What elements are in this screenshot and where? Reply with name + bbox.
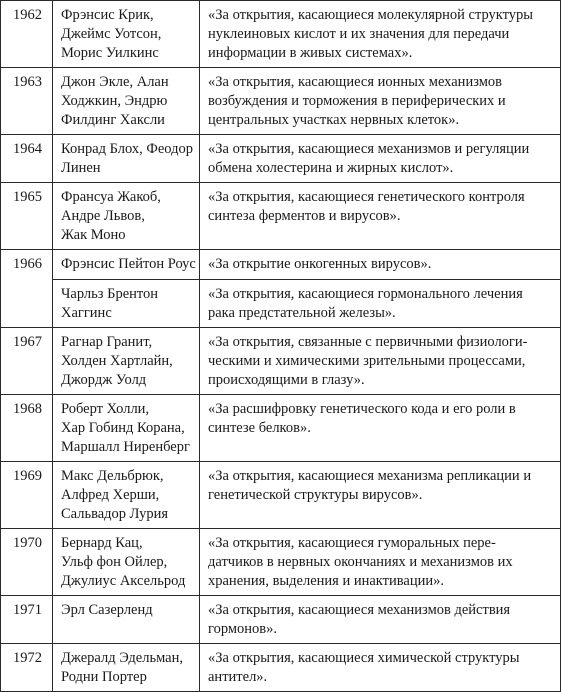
table-row	[1, 135, 561, 183]
year-cell: 1970	[1, 529, 53, 596]
citation-cell	[200, 250, 561, 280]
citation-line: «За открытия, касающиеся механизмов и регуляции	[208, 141, 530, 157]
table-row	[1, 280, 561, 328]
table-row	[1, 250, 561, 280]
laureate-name: Эрл Сазерленд	[61, 602, 153, 618]
citation-line: информации в живых системах».	[208, 45, 413, 61]
citation-line: рака предстательной железы».	[208, 305, 396, 321]
citation-line: синтеза ферментов и вирусов».	[208, 208, 401, 224]
citation-line: антител».	[208, 669, 268, 685]
citation-cell	[200, 183, 561, 250]
laureate-name: Филдинг Хаксли	[61, 112, 165, 128]
citation-line: «За открытия, касающиеся механизма репликации и	[208, 468, 532, 484]
table-row	[1, 596, 561, 644]
laureate-name: Джералд Эдельман,	[61, 650, 183, 666]
laureates-cell	[53, 135, 200, 183]
table-row	[1, 644, 561, 692]
citation-line: «За открытия, касающиеся химической структуры	[208, 650, 520, 666]
laureate-name: Андре Львов,	[61, 208, 145, 224]
laureate-name: Франсуа Жакоб,	[61, 189, 161, 205]
citation-line: происходящими в глазу».	[208, 372, 365, 388]
laureate-name: Джордж Уолд	[61, 372, 147, 388]
laureate-name: Чарльз Брентон	[61, 286, 159, 302]
citation-line: «За открытия, касающиеся гуморальных пере-	[208, 535, 496, 551]
citation-line: «За открытия, связанные с первичными физиологи-	[208, 334, 528, 350]
year-cell: 1971	[1, 596, 53, 644]
laureate-name: Холден Хартлайн,	[61, 353, 173, 369]
citation-line: ческими и химическими зрительными процессами,	[208, 353, 526, 369]
year-cell: 1969	[1, 462, 53, 529]
laureates-cell	[53, 68, 200, 135]
laureates-cell	[53, 596, 200, 644]
citation-line: «За открытия, касающиеся гормонального лечения	[208, 286, 523, 302]
citation-cell	[200, 135, 561, 183]
laureate-name: Ходжкин, Эндрю	[61, 93, 168, 109]
table-row	[1, 395, 561, 462]
table-row	[1, 1, 561, 68]
laureate-name: Джулиус Аксельрод	[61, 573, 186, 589]
laureate-name: Фрэнсис Крик,	[61, 7, 154, 23]
citation-cell	[200, 529, 561, 596]
laureates-cell	[53, 529, 200, 596]
table-row	[1, 328, 561, 395]
citation-line: центральных участках нервных клеток».	[208, 112, 460, 128]
citation-line: «За открытия, касающиеся генетического контроля	[208, 189, 525, 205]
laureates-cell	[53, 395, 200, 462]
citation-cell	[200, 328, 561, 395]
citation-line: «За расшифровку генетического кода и его роли в	[208, 401, 516, 417]
citation-line: возбуждения и торможения в периферических и	[208, 93, 506, 109]
year-cell: 1968	[1, 395, 53, 462]
year-cell: 1962	[1, 1, 53, 68]
citation-line: синтезе белков».	[208, 420, 311, 436]
laureate-name: Алфред Херши,	[61, 487, 160, 503]
citation-line: гормонов».	[208, 621, 278, 637]
laureates-cell	[53, 644, 200, 692]
laureate-name: Макс Дельбрюк,	[61, 468, 164, 484]
laureates-cell	[53, 183, 200, 250]
year-cell: 1964	[1, 135, 53, 183]
laureates-cell	[53, 462, 200, 529]
laureate-name: Рагнар Гранит,	[61, 334, 153, 350]
laureate-name: Конрад Блох, Феодор	[61, 141, 194, 157]
laureate-name: Линен	[61, 160, 101, 176]
year-cell: 1966	[1, 250, 53, 328]
year-cell: 1965	[1, 183, 53, 250]
laureates-cell	[53, 280, 200, 328]
citation-cell	[200, 280, 561, 328]
laureates-cell	[53, 328, 200, 395]
laureates-cell	[53, 250, 200, 280]
laureate-name: Хар Гобинд Корана,	[61, 420, 185, 436]
citation-cell	[200, 395, 561, 462]
laureates-cell	[53, 1, 200, 68]
citation-line: «За открытия, касающиеся механизмов действия	[208, 602, 511, 618]
laureate-name: Ульф фон Ойлер,	[61, 554, 168, 570]
citation-cell	[200, 68, 561, 135]
laureate-name: Джеймс Уотсон,	[61, 26, 162, 42]
citation-line: хранения, выделения и инактивации».	[208, 573, 444, 589]
laureate-name: Бернард Кац,	[61, 535, 143, 551]
laureate-name: Жак Моно	[61, 227, 126, 243]
laureate-name: Роберт Холли,	[61, 401, 150, 417]
citation-cell	[200, 596, 561, 644]
laureate-name: Джон Экле, Алан	[61, 74, 169, 90]
table-row	[1, 529, 561, 596]
laureate-name: Фрэнсис Пейтон Роус	[61, 256, 196, 272]
citation-line: обмена холестерина и жирных кислот».	[208, 160, 454, 176]
table-row	[1, 183, 561, 250]
citation-line: нуклеиновых кислот и их значения для передачи	[208, 26, 510, 42]
year-cell: 1963	[1, 68, 53, 135]
year-cell: 1967	[1, 328, 53, 395]
citation-cell	[200, 462, 561, 529]
table-row	[1, 462, 561, 529]
table-body	[1, 1, 561, 692]
citation-line: «За открытие онкогенных вирусов».	[208, 256, 432, 272]
laureate-name: Родни Портер	[61, 669, 147, 685]
citation-line: «За открытия, касающиеся ионных механизмов	[208, 74, 502, 90]
citation-line: датчиков в нервных окончаниях и механизмов их	[208, 554, 513, 570]
citation-cell	[200, 644, 561, 692]
citation-line: «За открытия, касающиеся молекулярной структуры	[208, 7, 534, 23]
laureate-name: Сальвадор Лурия	[61, 506, 169, 522]
table-row	[1, 68, 561, 135]
laureate-name: Хаггинс	[61, 305, 112, 321]
citation-line: генетической структуры вирусов».	[208, 487, 423, 503]
year-cell: 1972	[1, 644, 53, 692]
laureate-name: Маршалл Ниренберг	[61, 439, 190, 455]
laureate-name: Морис Уилкинс	[61, 45, 159, 61]
citation-cell	[200, 1, 561, 68]
